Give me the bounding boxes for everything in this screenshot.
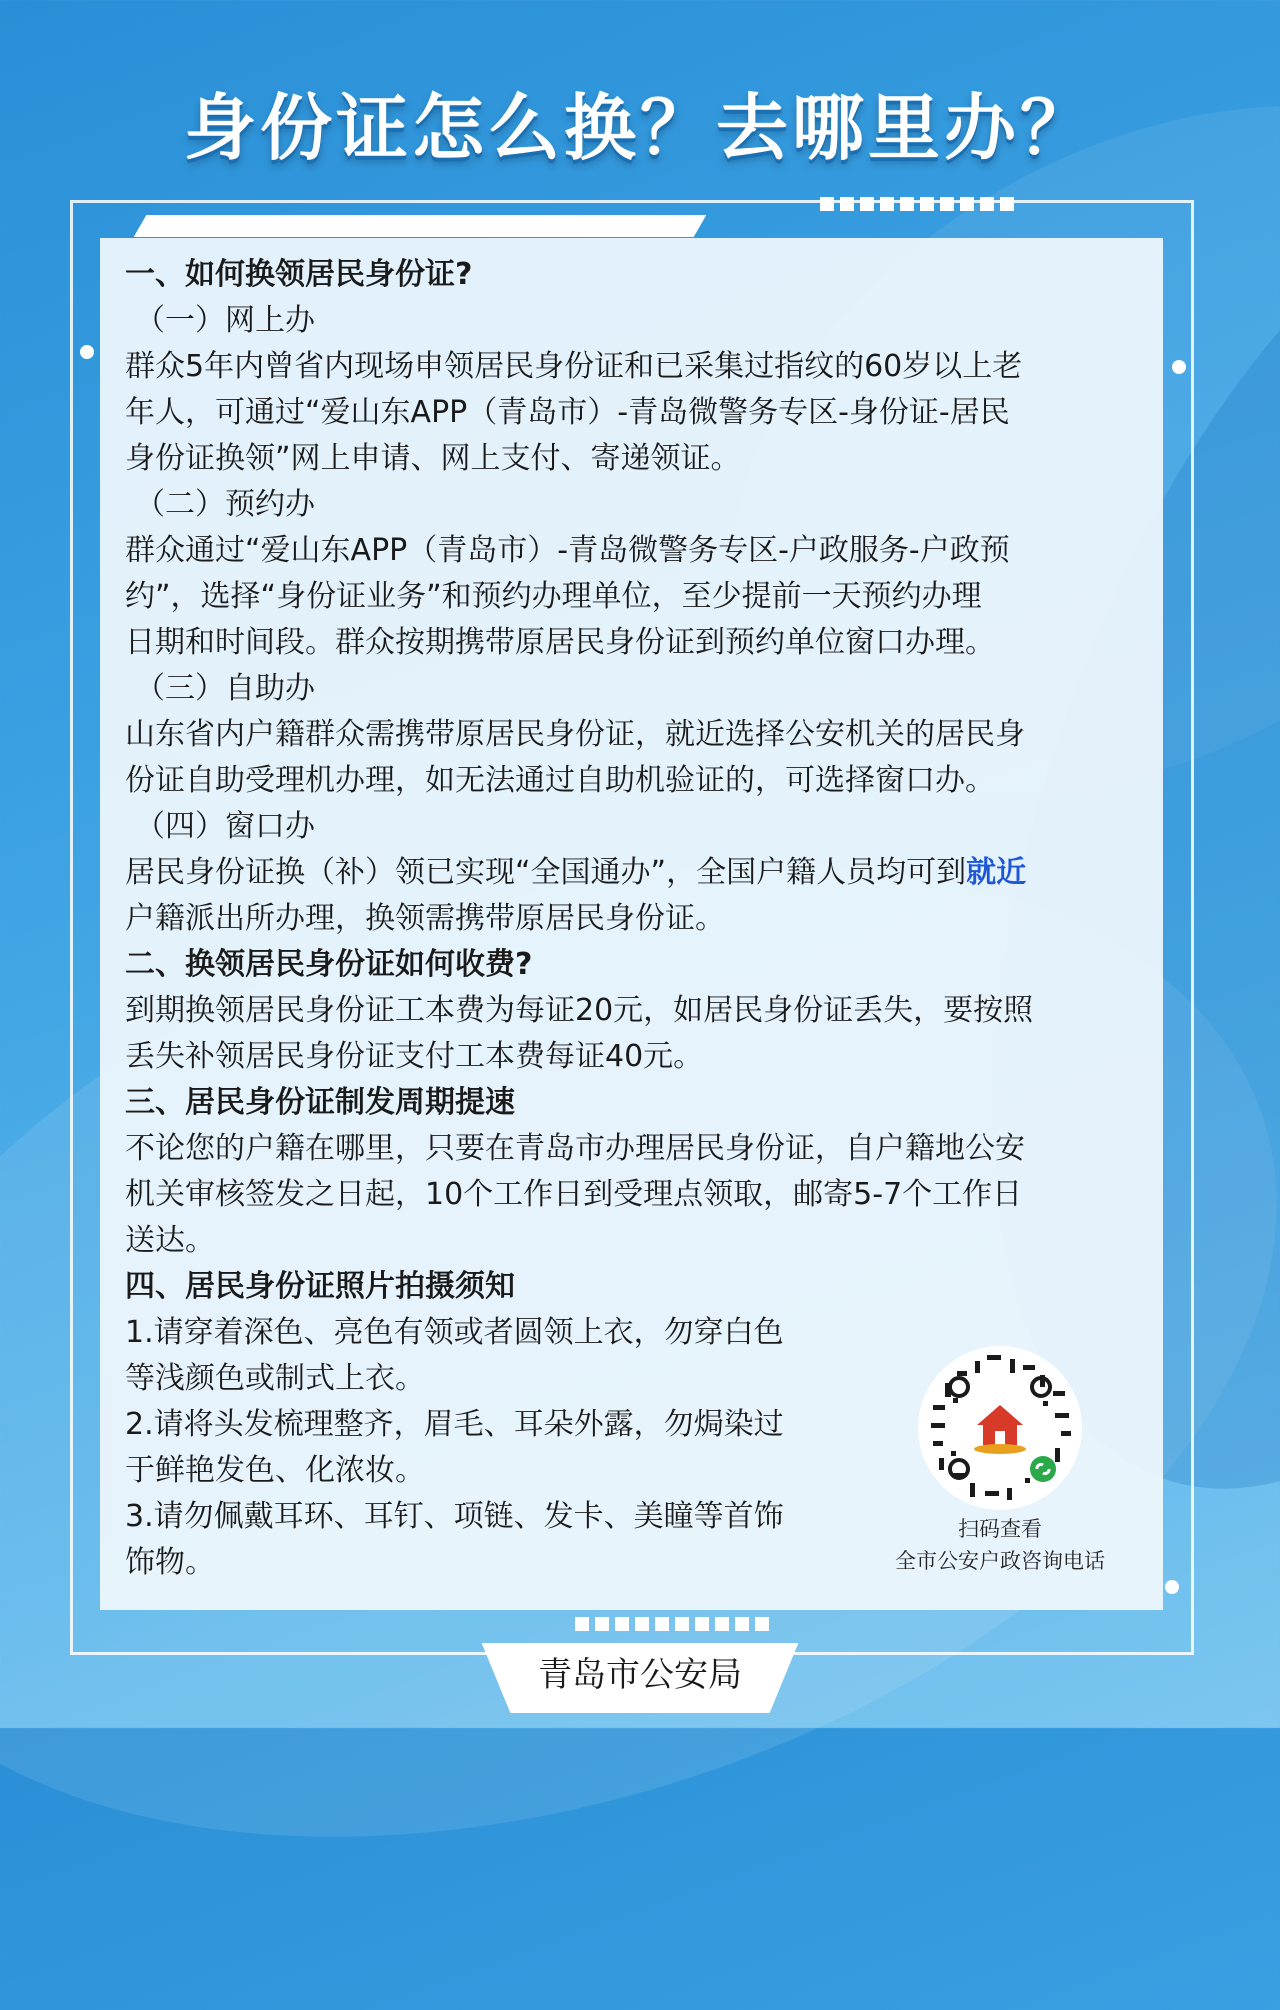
- body-line: 1.请穿着深色、亮色有领或者圆领上衣，勿穿白色: [125, 1315, 784, 1350]
- frame-dots-bottom: [575, 1617, 769, 1631]
- body-line: 年人，可通过“爱山东APP（青岛市）-青岛微警务专区-身份证-居民: [125, 395, 1010, 430]
- section-heading: 二、换领居民身份证如何收费?: [125, 947, 533, 982]
- body-line: 群众通过“爱山东APP（青岛市）-青岛微警务专区-户政服务-户政预: [125, 533, 1010, 568]
- sub-heading: （四）窗口办: [135, 809, 315, 844]
- frame-dots-top: [820, 197, 1014, 211]
- body-line: 于鲜艳发色、化浓妆。: [125, 1453, 425, 1488]
- body-line: 约”，选择“身份证业务”和预约办理单位，至少提前一天预约办理: [125, 579, 982, 614]
- frame-dot: [1172, 360, 1186, 374]
- sub-heading: （二）预约办: [135, 487, 315, 522]
- body-line: 山东省内户籍群众需携带原居民身份证，就近选择公安机关的居民身: [125, 717, 1025, 752]
- body-line: 身份证换领”网上申请、网上支付、寄递领证。: [125, 441, 741, 476]
- body-line: 3.请勿佩戴耳环、耳钉、项链、发卡、美瞳等首饰: [125, 1499, 784, 1534]
- highlight-text: 就近: [966, 855, 1027, 890]
- body-text: 居民身份证换（补）领已实现“全国通办”，全国户籍人员均可到: [125, 855, 967, 890]
- section-heading: 一、如何换领居民身份证?: [125, 257, 473, 292]
- body-line: 户籍派出所办理，换领需携带原居民身份证。: [125, 901, 725, 936]
- body-line: 不论您的户籍在哪里，只要在青岛市办理居民身份证，自户籍地公安: [125, 1131, 1025, 1166]
- frame-dot: [80, 345, 94, 359]
- body-line: [125, 850, 1153, 896]
- body-line: 等浅颜色或制式上衣。: [125, 1361, 425, 1396]
- body-line: 饰物。: [125, 1545, 215, 1580]
- body-line: 丢失补领居民身份证支付工本费每证40元。: [125, 1039, 704, 1074]
- sub-heading: （一）网上办: [135, 303, 315, 338]
- qr-code-icon[interactable]: [915, 1343, 1085, 1513]
- qr-caption: 扫码查看: [958, 1517, 1042, 1541]
- sub-heading: （三）自助办: [135, 671, 315, 706]
- body-line: 份证自助受理机办理，如无法通过自助机验证的，可选择窗口办。: [125, 763, 995, 798]
- body-line: 送达。: [125, 1223, 215, 1258]
- body-line: 2.请将头发梳理整齐，眉毛、耳朵外露，勿焗染过: [125, 1407, 784, 1442]
- body-line: 日期和时间段。群众按期携带原居民身份证到预约单位窗口办理。: [125, 625, 995, 660]
- frame-tab: [134, 215, 707, 237]
- body-line: 群众5年内曾省内现场申领居民身份证和已采集过指纹的60岁以上老: [125, 349, 1023, 384]
- content-panel: [100, 238, 1163, 1610]
- page-title: 身份证怎么换？去哪里办？: [183, 86, 1096, 170]
- section-heading: 三、居民身份证制发周期提速: [125, 1085, 515, 1120]
- body-line: 到期换领居民身份证工本费为每证20元，如居民身份证丢失，要按照: [125, 993, 1034, 1028]
- qr-caption: 全市公安户政咨询电话: [895, 1549, 1105, 1573]
- qr-block: [895, 1343, 1105, 1577]
- section-heading: 四、居民身份证照片拍摄须知: [125, 1269, 515, 1304]
- frame-dot: [1165, 1580, 1179, 1594]
- body-line: 机关审核签发之日起，10个工作日到受理点领取，邮寄5-7个工作日: [125, 1177, 1023, 1212]
- issuer-name: 青岛市公安局: [538, 1655, 742, 1695]
